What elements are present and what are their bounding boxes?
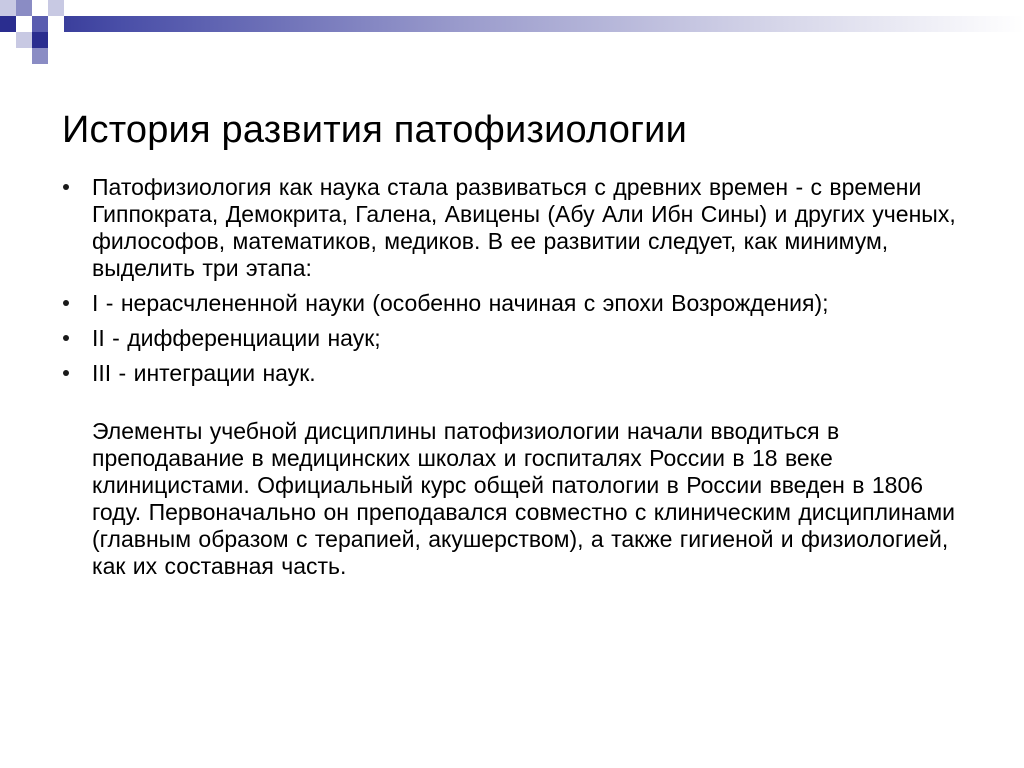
decor-square (0, 0, 16, 16)
body-paragraph: Элементы учебной дисциплины патофизиологии начали вводиться в преподавание в медицинских школах и госпиталях России в 18 веке клиницистами. Официальный курс общей патологии в России введен в 1806 году. Первоначально он преподавался совместно с клиническим дисциплинами (главным образом с терапией, акушерством), а также гигиеной и физиологией, как их составная часть. (92, 418, 955, 579)
decor-square (0, 16, 16, 32)
slide-title: История развития патофизиологии (62, 109, 688, 151)
slide-body (62, 174, 972, 580)
bullet-dot-icon (63, 335, 69, 341)
bullet-list (62, 174, 972, 387)
bullet-dot-icon (63, 370, 69, 376)
decor-square (32, 48, 48, 64)
bullet-dot-icon (63, 300, 69, 306)
decor-square (48, 32, 64, 48)
bullet-dot-icon (63, 184, 69, 190)
bullet-text: I - нерасчлененной науки (особенно начиная с эпохи Возрождения); (92, 290, 829, 316)
bullet-text: II - дифференциации наук; (92, 325, 381, 351)
bullet-item (62, 325, 972, 352)
bullet-text: Патофизиология как наука стала развиваться с древних времен - с времени Гиппократа, Демокрита, Галена, Авицены (Абу Али Ибн Сины) и других ученых, философов, математиков, медиков. В ее развитии следует, как минимум, выделить три этапа: (92, 174, 956, 281)
decor-square (16, 32, 32, 48)
decor-square (32, 32, 48, 48)
decor-square (48, 0, 64, 16)
decor-square (16, 16, 32, 32)
bullet-text: III - интеграции наук. (92, 360, 316, 386)
decor-square (48, 16, 64, 32)
decor-square (32, 0, 48, 16)
bullet-item (62, 174, 972, 282)
decor-square (32, 16, 48, 32)
decor-square (16, 0, 32, 16)
bullet-item (62, 360, 972, 387)
bullet-item (62, 290, 972, 317)
header-gradient-bar (0, 16, 1024, 32)
